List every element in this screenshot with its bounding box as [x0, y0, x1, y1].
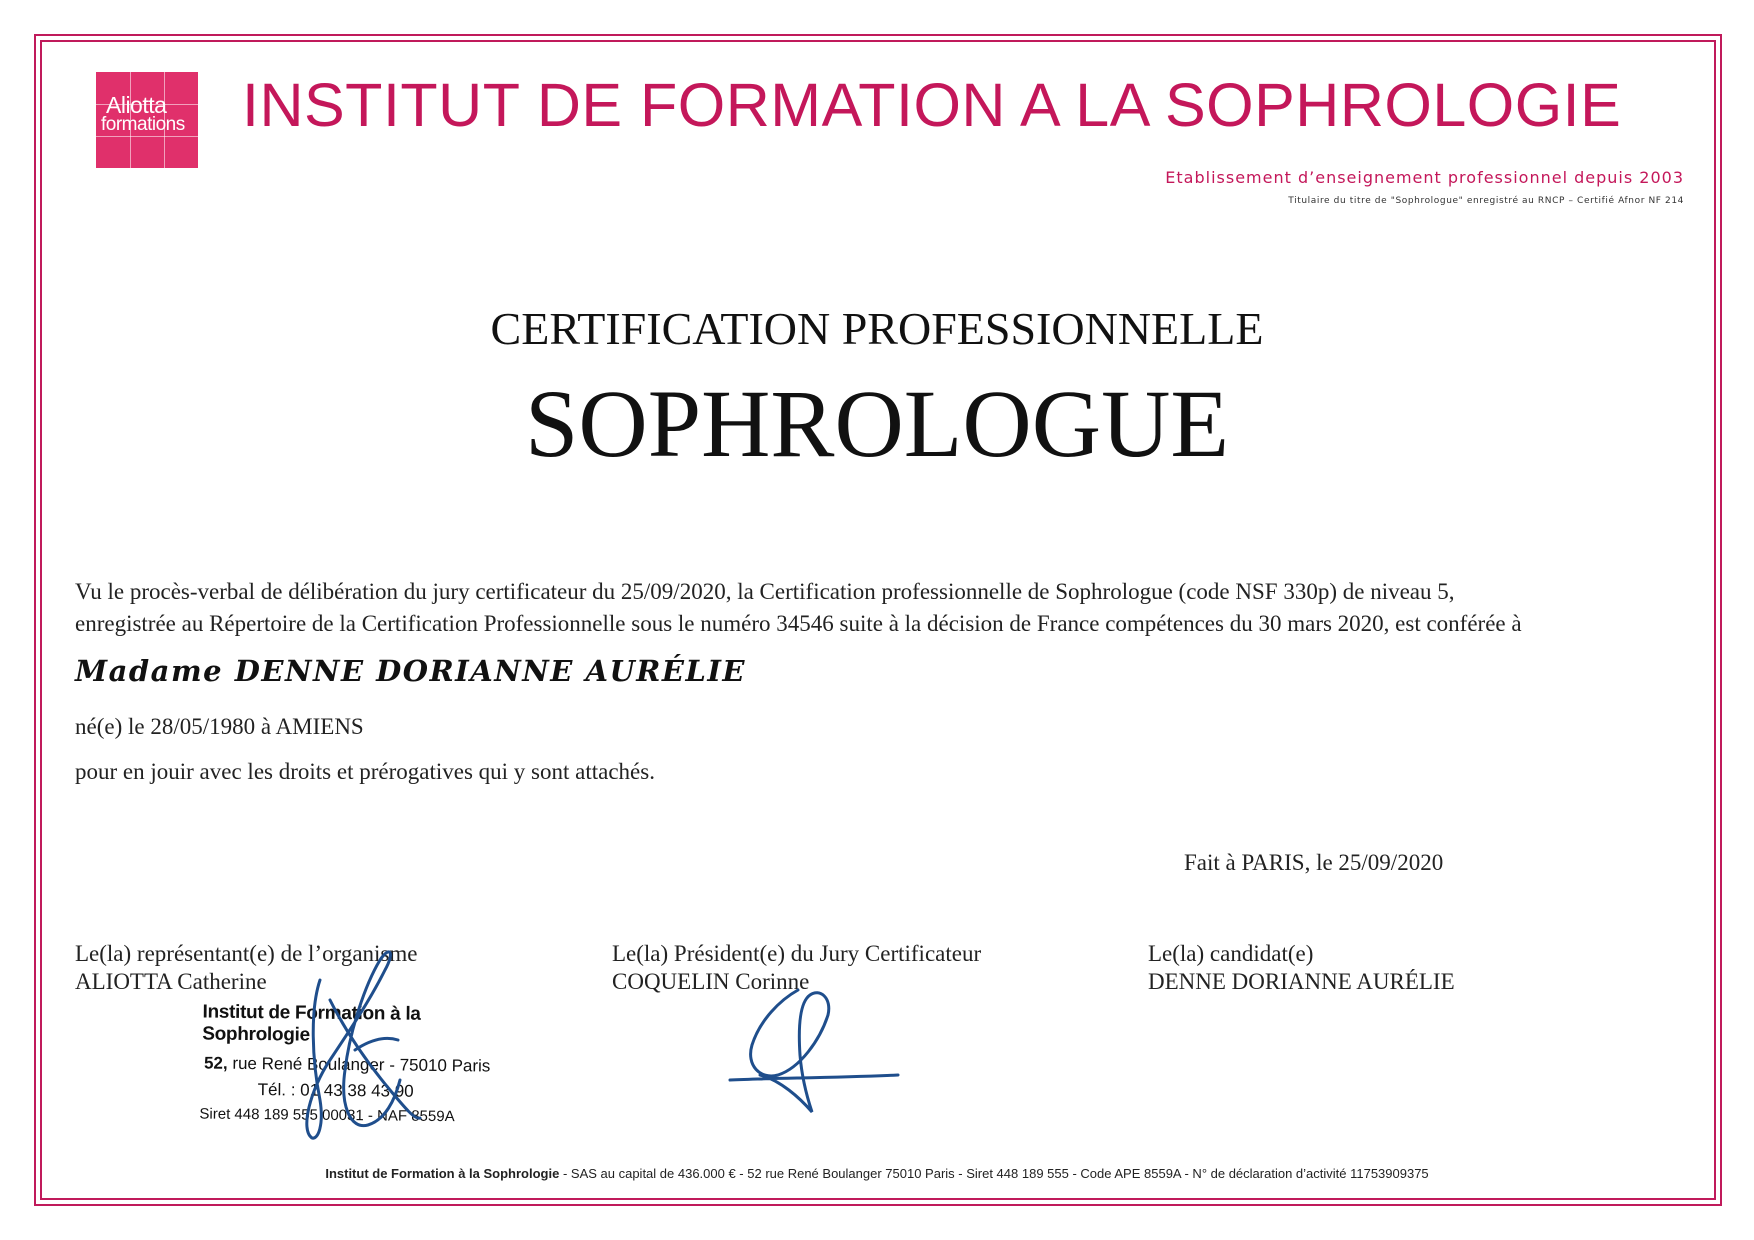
institute-title: INSTITUT DE FORMATION A LA SOPHROLOGIE — [242, 71, 1622, 139]
place-and-date: Fait à PARIS, le 25/09/2020 — [1184, 850, 1444, 875]
signature-role: Le(la) Président(e) du Jury Certificateur — [612, 941, 982, 966]
deliberation-paragraph — [75, 576, 1695, 640]
stamp-line-1: Institut de Formation à la Sophrologie — [202, 1001, 421, 1046]
signature-name: ALIOTTA Catherine — [75, 969, 267, 994]
signature-role: Le(la) candidat(e) — [1148, 941, 1314, 966]
stamp-line-2: 52, rue René Boulanger - 75010 Paris — [203, 1053, 491, 1076]
signature-aliotta-icon — [290, 940, 430, 1150]
signature-name: COQUELIN Corinne — [612, 969, 810, 994]
stamp-line-3: Tél. : 01 43 38 43 90 — [257, 1080, 414, 1101]
recipient-name: Madame DENNE DORIANNE AURÉLIE — [75, 654, 747, 688]
certificate-name: SOPHROLOGUE — [524, 370, 1230, 477]
certificate-title: CERTIFICATION PROFESSIONNELLE — [490, 303, 1264, 354]
footer-legal: Institut de Formation à la Sophrologie - SAS au capital de 436.000 € - 52 rue René Boulanger 75010 Paris - Siret 448 189 555 - Code APE 8559A - N° de déclaration d’activité 11753909375 — [325, 1166, 1429, 1181]
paragraph-line-2: enregistrée au Répertoire de la Certification Professionnelle sous le numéro 34546 suite à la décision de France compétences du 30 mars 2020, est conférée à — [75, 611, 1522, 636]
logo-line-1: Aliotta — [106, 92, 167, 118]
rights-statement: pour en jouir avec les droits et prérogatives qui y sont attachés. — [75, 759, 655, 784]
paragraph-line-1: Vu le procès-verbal de délibération du jury certificateur du 25/09/2020, la Certification professionnelle de Sophrologue (code NSF 330p) de niveau 5, — [75, 579, 1455, 604]
logo-line-2: formations — [101, 114, 185, 135]
signature-coquelin-icon — [720, 980, 910, 1130]
aliotta-logo — [96, 72, 198, 168]
institute-subtitle: Etablissement d’enseignement professionnel depuis 2003 — [1165, 168, 1684, 187]
signature-block-candidate — [1148, 940, 1455, 996]
stamp-line-4: Siret 448 189 555 00031 - NAF 8559A — [199, 1105, 455, 1126]
signature-role: Le(la) représentant(e) de l’organisme — [75, 941, 418, 966]
signature-name: DENNE DORIANNE AURÉLIE — [1148, 969, 1455, 994]
birth-info: né(e) le 28/05/1980 à AMIENS — [75, 714, 364, 739]
institute-registration-note: Titulaire du titre de "Sophrologue" enregistré au RNCP – Certifié Afnor NF 214 — [1288, 196, 1684, 206]
